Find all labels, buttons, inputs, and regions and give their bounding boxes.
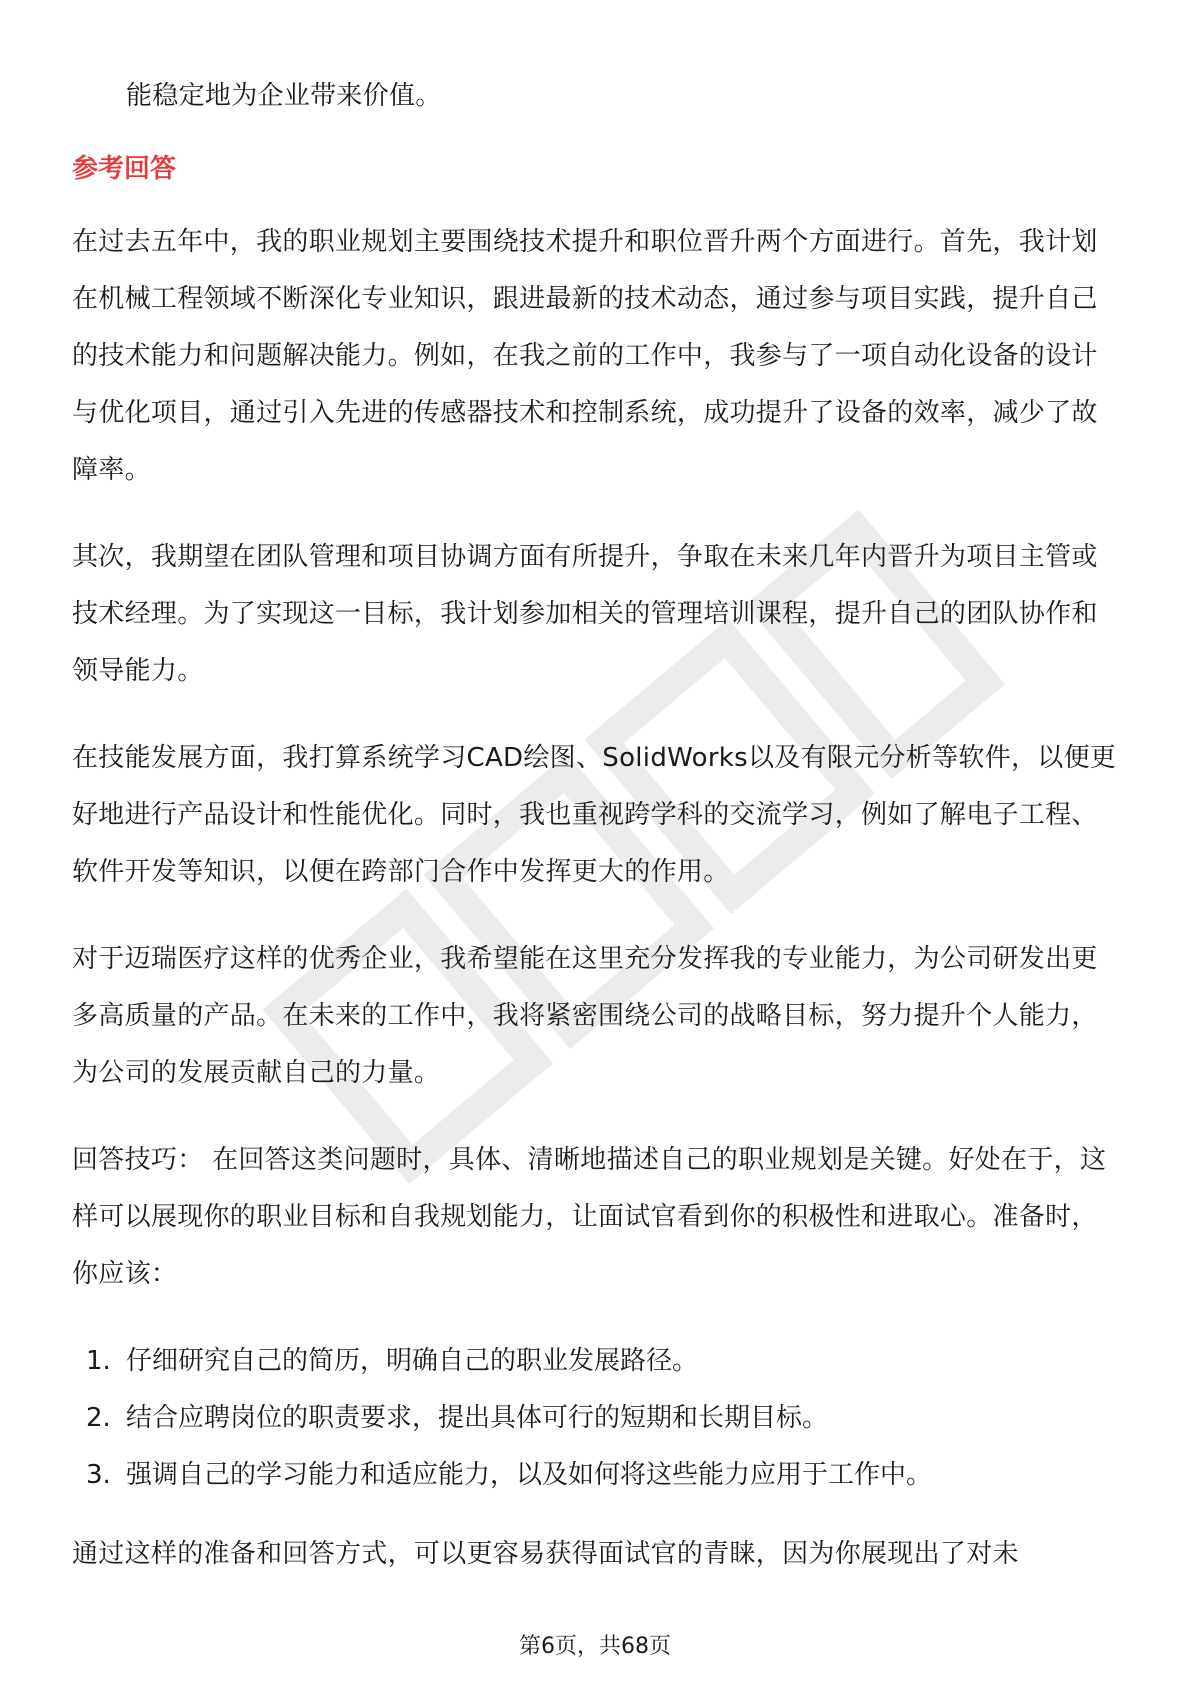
page-footer: 第6页，共68页	[519, 1634, 671, 1659]
closing-paragraph: 通过这样的准备和回答方式，可以更容易获得面试官的青睐，因为你展现出了对未	[72, 1539, 1019, 1569]
document-body	[72, 68, 1122, 1583]
list-item	[72, 1447, 1122, 1504]
answer-paragraph-4: 对于迈瑞医疗这样的优秀企业，我希望能在这里充分发挥我的专业能力，为公司研发出更多高质量的产品。在未来的工作中，我将紧密围绕公司的战略目标，努力提升个人能力，为公司的发展贡献自己的力量。	[72, 944, 1098, 1088]
answer-paragraph-2: 其次，我期望在团队管理和项目协调方面有所提升，争取在未来几年内晋升为项目主管或技术经理。为了实现这一目标，我计划参加相关的管理培训课程，提升自己的团队协作和领导能力。	[72, 542, 1098, 686]
tips-intro-paragraph: 回答技巧： 在回答这类问题时，具体、清晰地描述自己的职业规划是关键。好处在于，这样可以展现你的职业目标和自我规划能力，让面试官看到你的积极性和进取心。准备时，你应该：	[72, 1145, 1107, 1289]
section-heading: 参考回答	[72, 154, 177, 184]
list-item-text: 强调自己的学习能力和适应能力，以及如何将这些能力应用于工作中。	[126, 1460, 933, 1490]
list-item-text: 结合应聘岗位的职责要求，提出具体可行的短期和长期目标。	[126, 1403, 829, 1433]
answer-paragraph-3: 在技能发展方面，我打算系统学习CAD绘图、SolidWorks以及有限元分析等软件，以便更好地进行产品设计和性能优化。同时，我也重视跨学科的交流学习，例如了解电子工程、软件开发等知识，以便在跨部门合作中发挥更大的作用。	[72, 743, 1117, 887]
list-item	[72, 1390, 1122, 1447]
tips-list	[72, 1333, 1122, 1504]
list-item-text: 仔细研究自己的简历，明确自己的职业发展路径。	[126, 1346, 699, 1376]
answer-paragraph-1: 在过去五年中，我的职业规划主要围绕技术提升和职位晋升两个方面进行。首先，我计划在机械工程领域不断深化专业知识，跟进最新的技术动态，通过参与项目实践，提升自己的技术能力和问题解决能力。例如，在我之前的工作中，我参与了一项自动化设备的设计与优化项目，通过引入先进的传感器技术和控制系统，成功提升了设备的效率，减少了故障率。	[72, 227, 1098, 485]
list-item-number: 1.	[86, 1346, 111, 1376]
list-item-number: 3.	[86, 1460, 111, 1490]
continuation-text: 能稳定地为企业带来价值。	[126, 81, 442, 111]
list-item-number: 2.	[86, 1403, 111, 1433]
list-item	[72, 1333, 1122, 1390]
